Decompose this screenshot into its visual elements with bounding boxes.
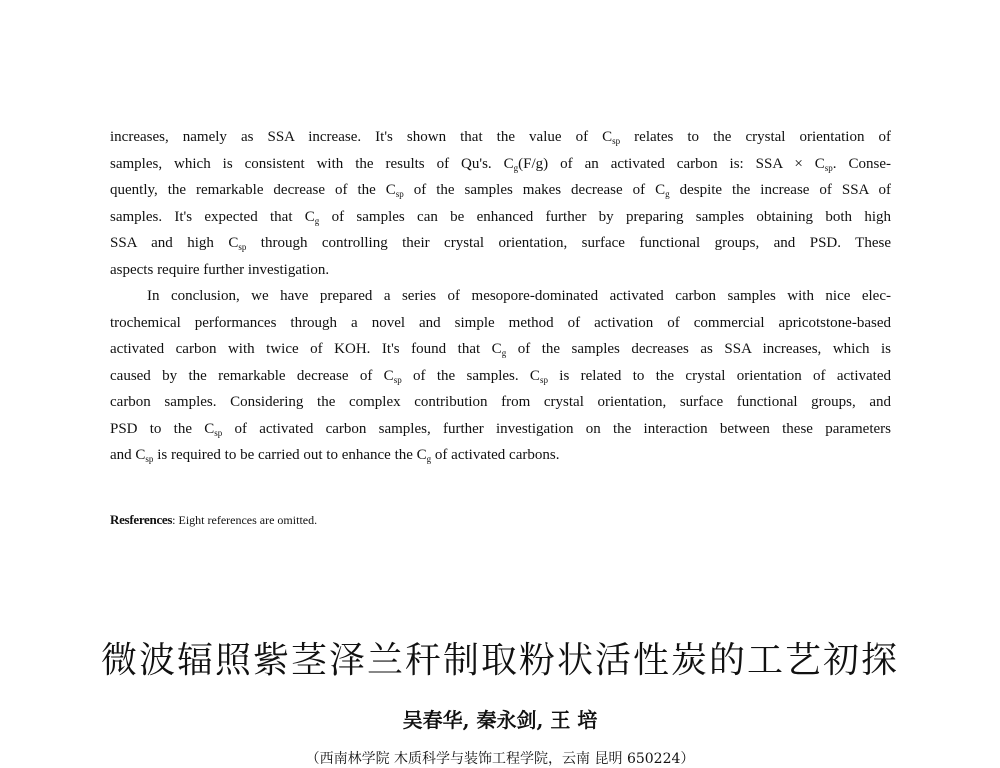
text-line: [110, 177, 891, 204]
references-label: Resferences: [110, 512, 173, 527]
text-line: [110, 310, 891, 337]
subscript: sp: [539, 374, 548, 385]
text-line: [110, 124, 891, 151]
text-run: . Conse-: [832, 155, 891, 172]
text-line: [110, 257, 891, 284]
subscript: g: [513, 162, 519, 173]
text-run: samples. It's expected that C: [110, 208, 315, 225]
text-run: caused by the remarkable decrease of C: [110, 367, 394, 384]
text-line: [110, 442, 891, 469]
text-run: of the samples. C: [401, 367, 540, 384]
chinese-article-authors: 吴春华, 秦永剑, 王 培: [402, 708, 598, 732]
subscript: g: [501, 348, 507, 358]
chinese-article-affiliation: （西南林学院 木质科学与装饰工程学院，云南 昆明 650224）: [305, 751, 695, 767]
text-run: of the samples decreases as SSA increases, which is: [506, 341, 891, 357]
text-run: is required to be carried out to enhance the C: [153, 447, 427, 463]
text-run: In conclusion, we have prepared a series of mesopore-dominated activated carbon samples with nice elec-: [147, 288, 891, 304]
text-run: of the samples makes decrease of C: [403, 182, 666, 198]
text-line: [110, 363, 891, 390]
subscript: g: [665, 189, 670, 199]
text-run: activated carbon with twice of KOH. It's found that C: [110, 341, 502, 357]
text-run: quently, the remarkable decrease of the C: [110, 182, 396, 198]
subscript: sp: [214, 427, 223, 438]
text-run: aspects require further investigation.: [110, 261, 330, 278]
text-line: [110, 283, 891, 310]
references-separator: :: [172, 513, 179, 527]
subscript: sp: [395, 189, 404, 199]
paragraph: [110, 124, 891, 283]
text-line: [110, 204, 891, 231]
text-run: increases, namely as SSA increase. It's shown that the value of C: [110, 129, 613, 145]
subscript: sp: [145, 454, 154, 464]
chinese-article-title: 微波辐照紫茎泽兰秆制取粉状活性炭的工艺初探: [100, 640, 899, 681]
text-run: trochemical performances through a novel and simple method of activation of commercial apricotstone-based: [110, 314, 891, 331]
paragraph: [110, 283, 891, 469]
text-line: [110, 416, 891, 443]
text-run: carbon samples. Considering the complex contribution from crystal orientation, surface functional groups, and: [110, 394, 891, 410]
article-body: [110, 124, 891, 469]
text-run: SSA and high C: [110, 235, 239, 251]
text-run: samples, which is consistent with the results of Qu's. C: [110, 155, 514, 172]
subscript: sp: [393, 374, 402, 385]
subscript: sp: [824, 162, 833, 173]
text-run: despite the increase of SSA of: [669, 182, 892, 198]
references-note: [110, 512, 317, 528]
subscript: g: [426, 454, 432, 464]
subscript: sp: [612, 136, 621, 146]
text-run: of activated carbons.: [431, 447, 560, 463]
text-run: (F/g) of an activated carbon is: SSA × C: [518, 155, 825, 172]
text-run: relates to the crystal orientation of: [620, 129, 892, 145]
text-run: is related to the crystal orientation of activated: [547, 367, 892, 384]
text-run: PSD to the C: [110, 420, 215, 437]
text-run: of samples can be enhanced further by preparing samples obtaining both high: [319, 208, 891, 225]
text-run: and C: [110, 447, 146, 463]
subscript: sp: [238, 242, 247, 252]
text-run: of activated carbon samples, further investigation on the interaction between these parameters: [222, 420, 891, 437]
text-line: [110, 230, 891, 257]
text-run: through controlling their crystal orientation, surface functional groups, and PSD. These: [246, 235, 891, 251]
text-line: [110, 151, 891, 178]
text-line: [110, 389, 891, 416]
subscript: g: [314, 215, 320, 226]
references-text: Eight references are omitted.: [178, 513, 318, 527]
text-line: [110, 336, 891, 363]
